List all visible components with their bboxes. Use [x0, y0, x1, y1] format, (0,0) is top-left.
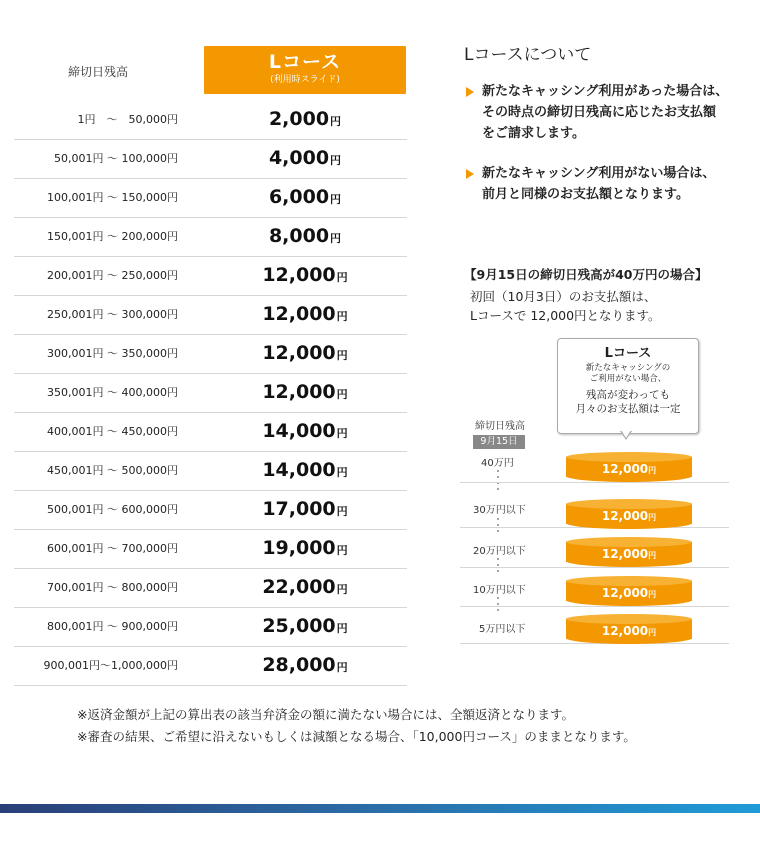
balance-range: 300,001円 ～ 350,000円 [47, 347, 178, 360]
table-row [14, 178, 407, 218]
coin-stack: 12,000円 [566, 537, 692, 567]
l-course-header [204, 46, 406, 94]
note-line: ※返済金額が上記の算出表の該当弁済金の額に満たない場合には、全額返済となります。 [77, 707, 574, 722]
l-course-subtitle: (利用時スライド) [270, 75, 340, 85]
payment-amount [204, 607, 406, 646]
date-badge: 9月15日 [473, 435, 525, 449]
yen-unit: 円 [336, 310, 348, 323]
level-label: 30万円以下 [473, 505, 526, 516]
coin-amount: 12,000 [601, 586, 649, 600]
level-label: 20万円以下 [473, 546, 526, 557]
bullet-item [464, 81, 754, 147]
amount-value: 12,000 [262, 264, 336, 286]
table-row [14, 256, 407, 296]
payment-amount [204, 646, 406, 685]
yen-unit: 円 [336, 349, 348, 362]
balance-range: 800,001円 ～ 900,000円 [47, 620, 178, 633]
amount-value: 25,000 [262, 615, 336, 637]
callout-small: 新たなキャッシングの [585, 363, 671, 373]
table-row [14, 295, 407, 335]
example-line: 初回（10月3日）のお支払額は、 [470, 289, 657, 304]
amount-value: 12,000 [262, 303, 336, 325]
payment-amount [204, 412, 406, 451]
payment-amount [204, 490, 406, 529]
table-row [14, 334, 407, 374]
payment-amount [204, 256, 406, 295]
bullet-line: をご請求します。 [482, 126, 585, 141]
table-row [14, 568, 407, 608]
payment-amount [204, 373, 406, 412]
payment-amount [204, 139, 406, 178]
balance-range: 200,001円 ～ 250,000円 [47, 269, 178, 282]
table-row [14, 373, 407, 413]
level-label: 5万円以下 [479, 624, 526, 635]
coin-stack: 12,000円 [566, 576, 692, 606]
amount-value: 14,000 [262, 459, 336, 481]
axis-label: 締切日残高 [475, 421, 525, 432]
note-line: ※審査の結果、ご希望に沿えないもしくは減額となる場合、「10,000円コース」のままとなります。 [77, 729, 636, 744]
bullet-line: 新たなキャッシング利用があった場合は、 [482, 84, 729, 99]
amount-value: 14,000 [262, 420, 336, 442]
balance-range: 250,001円 ～ 300,000円 [47, 308, 178, 321]
l-course-title: Lコース [268, 51, 342, 73]
table-row [14, 646, 407, 686]
balance-range: 450,001円 ～ 500,000円 [47, 464, 178, 477]
yen-unit: 円 [336, 427, 348, 440]
balance-range: 100,001円 ～ 150,000円 [47, 191, 178, 204]
payment-amount [204, 100, 406, 139]
amount-value: 12,000 [262, 342, 336, 364]
callout-emphasis: 月々のお支払額は一定 [575, 403, 681, 415]
amount-value: 22,000 [262, 576, 336, 598]
callout-emphasis: 残高が変わっても [586, 389, 670, 401]
yen-unit: 円 [336, 466, 348, 479]
payment-amount [204, 568, 406, 607]
amount-value: 19,000 [262, 537, 336, 559]
table-row [14, 412, 407, 452]
yen-unit: 円 [336, 388, 348, 401]
balance-range: 400,001円 ～ 450,000円 [47, 425, 178, 438]
coin-stack: 12,000円 [566, 452, 692, 482]
example-line: Lコースで 12,000円となります。 [470, 308, 661, 323]
amount-value: 17,000 [262, 498, 336, 520]
about-title: Lコースについて [464, 45, 592, 65]
yen-unit: 円 [336, 661, 348, 674]
payment-amount [204, 295, 406, 334]
coin-amount: 12,000 [601, 547, 649, 561]
amount-value: 6,000 [268, 186, 330, 208]
level-divider [460, 482, 729, 483]
yen-unit: 円 [330, 193, 342, 206]
triangle-bullet-icon [466, 169, 474, 179]
table-row [14, 100, 407, 140]
balance-range: 700,001円 ～ 800,000円 [47, 581, 178, 594]
table-row [14, 139, 407, 179]
yen-unit: 円 [330, 232, 342, 245]
coin-amount: 12,000 [601, 509, 649, 523]
amount-value: 12,000 [262, 381, 336, 403]
balance-range: 350,001円 ～ 400,000円 [47, 386, 178, 399]
balance-range: 900,001円～1,000,000円 [43, 659, 178, 672]
payment-amount [204, 451, 406, 490]
table-row [14, 529, 407, 569]
bullet-line: 前月と同様のお支払額となります。 [482, 187, 689, 202]
balance-range: 150,001円 ～ 200,000円 [47, 230, 178, 243]
amount-value: 4,000 [268, 147, 330, 169]
l-course-callout [557, 338, 699, 434]
level-divider [460, 606, 729, 607]
level-label: 40万円 [481, 458, 514, 469]
yen-unit: 円 [330, 154, 342, 167]
balance-range: 1円 ～ 50,000円 [77, 113, 178, 126]
balance-range: 500,001円 ～ 600,000円 [47, 503, 178, 516]
balance-range: 600,001円 ～ 700,000円 [47, 542, 178, 555]
callout-title: Lコース [604, 346, 652, 361]
yen-unit: 円 [336, 583, 348, 596]
footer-bar [0, 804, 760, 813]
table-row [14, 451, 407, 491]
yen-unit: 円 [336, 544, 348, 557]
coin-stack: 12,000円 [566, 614, 692, 644]
coin-amount: 12,000 [601, 462, 649, 476]
yen-unit: 円 [336, 622, 348, 635]
amount-value: 2,000 [268, 108, 330, 130]
level-divider [460, 567, 729, 568]
bullet-item [464, 163, 754, 207]
yen-unit: 円 [336, 505, 348, 518]
bullet-line: その時点の締切日残高に応じたお支払額 [482, 105, 717, 120]
example-title: 【9月15日の締切日残高が40万円の場合】 [464, 267, 708, 282]
yen-unit: 円 [330, 115, 342, 128]
amount-value: 8,000 [268, 225, 330, 247]
payment-amount [204, 178, 406, 217]
table-row [14, 607, 407, 647]
balance-column-header: 締切日残高 [67, 65, 128, 79]
coin-stack: 12,000円 [566, 499, 692, 529]
table-row [14, 217, 407, 257]
amount-value: 28,000 [262, 654, 336, 676]
coin-amount: 12,000 [601, 624, 649, 638]
yen-unit: 円 [336, 271, 348, 284]
callout-small: ご利用がない場合、 [589, 374, 667, 384]
bullet-line: 新たなキャッシング利用がない場合は、 [482, 166, 716, 181]
payment-amount [204, 217, 406, 256]
payment-amount [204, 529, 406, 568]
payment-amount [204, 334, 406, 373]
balance-range: 50,001円 ～ 100,000円 [54, 152, 178, 165]
level-label: 10万円以下 [473, 585, 526, 596]
triangle-bullet-icon [466, 87, 474, 97]
table-row [14, 490, 407, 530]
